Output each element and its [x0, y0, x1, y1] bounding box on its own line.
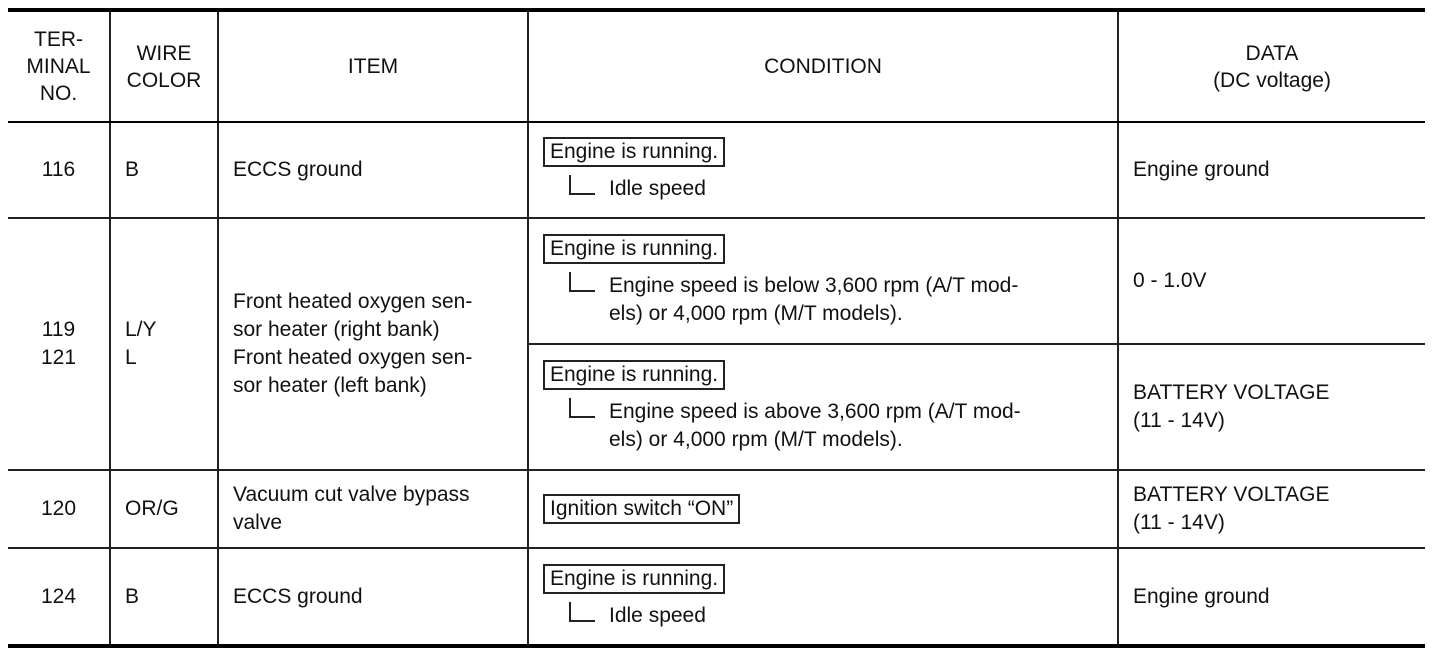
data-value: 0 - 1.0V — [1118, 218, 1425, 344]
header-wire-color: WIRE COLOR — [110, 10, 218, 122]
condition-box: Engine is running. — [543, 360, 725, 390]
wire-color: OR/G — [110, 470, 218, 548]
terminal-no: 124 — [8, 548, 110, 646]
condition-sub: Idle speed — [569, 602, 1103, 630]
table-row — [8, 548, 1425, 646]
condition-box: Ignition switch “ON” — [543, 494, 740, 524]
condition-sub: Idle speed — [569, 175, 1103, 203]
terminal-data-table — [8, 8, 1425, 648]
terminal-no: 119 121 — [8, 218, 110, 470]
condition-box: Engine is running. — [543, 564, 725, 594]
item: Vacuum cut valve bypass valve — [218, 470, 528, 548]
table-row — [8, 470, 1425, 548]
item: Front heated oxygen sen- sor heater (right bank) Front heated oxygen sen- sor heater (left bank) — [218, 218, 528, 470]
header-condition: CONDITION — [528, 10, 1118, 122]
table-header-row — [8, 10, 1425, 122]
item: ECCS ground — [218, 548, 528, 646]
item: ECCS ground — [218, 122, 528, 218]
condition — [528, 470, 1118, 548]
data-value: BATTERY VOLTAGE (11 - 14V) — [1118, 470, 1425, 548]
wire-color: L/Y L — [110, 218, 218, 470]
terminal-no: 120 — [8, 470, 110, 548]
condition — [528, 548, 1118, 646]
data-value: Engine ground — [1118, 548, 1425, 646]
terminal-no: 116 — [8, 122, 110, 218]
condition — [528, 344, 1118, 470]
condition-sub: Engine speed is below 3,600 rpm (A/T mod- els) or 4,000 rpm (M/T models). — [569, 272, 1103, 328]
condition — [528, 122, 1118, 218]
header-terminal-no: TER- MINAL NO. — [8, 10, 110, 122]
table-row — [8, 218, 1425, 344]
wire-color: B — [110, 122, 218, 218]
table-row — [8, 122, 1425, 218]
header-item: ITEM — [218, 10, 528, 122]
data-value: Engine ground — [1118, 122, 1425, 218]
condition-box: Engine is running. — [543, 137, 725, 167]
condition — [528, 218, 1118, 344]
data-value: BATTERY VOLTAGE (11 - 14V) — [1118, 344, 1425, 470]
condition-sub: Engine speed is above 3,600 rpm (A/T mod- els) or 4,000 rpm (M/T models). — [569, 398, 1103, 454]
header-data: DATA (DC voltage) — [1118, 10, 1425, 122]
condition-box: Engine is running. — [543, 234, 725, 264]
wire-color: B — [110, 548, 218, 646]
